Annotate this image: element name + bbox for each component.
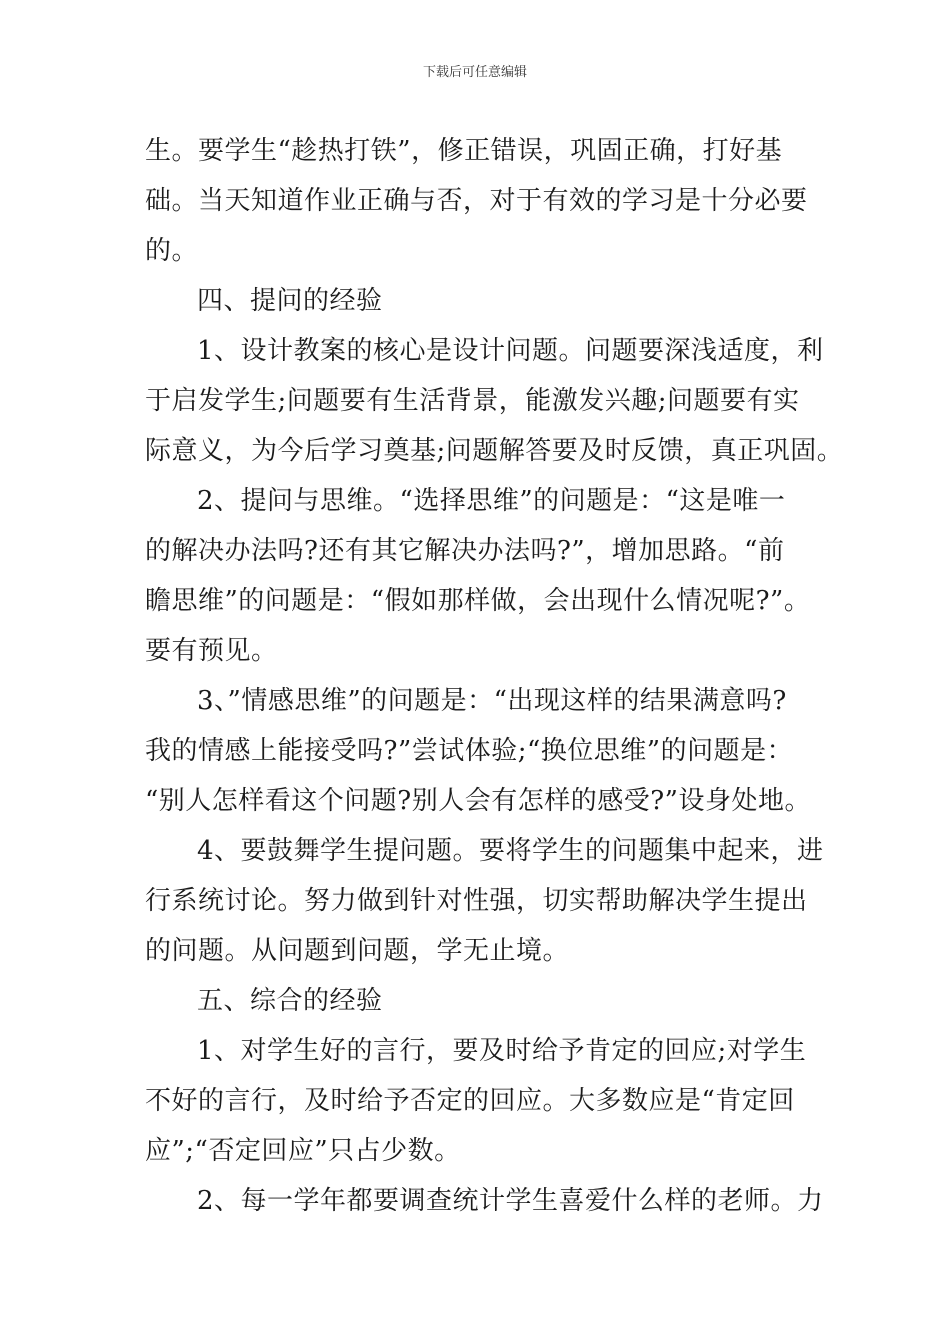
- paragraph-start: 1、设计教案的核心是设计问题。问题要深浅适度，利: [197, 336, 824, 366]
- text-line: 要有预见。: [145, 636, 278, 666]
- page-header: 下载后可任意编辑: [422, 65, 527, 80]
- paragraph-start: 2、提问与思维。“选择思维”的问题是：“这是唯一: [197, 486, 786, 516]
- text-line: 的解决办法吗?还有其它解决办法吗?”，增加思路。“前: [145, 536, 785, 566]
- text-line: 的问题。从问题到问题，学无止境。: [145, 936, 570, 966]
- document-body: [145, 126, 844, 1226]
- paragraph-start: 2、每一学年都要调查统计学生喜爱什么样的老师。力: [197, 1186, 824, 1216]
- text-line: 行系统讨论。努力做到针对性强，切实帮助解决学生提出: [145, 886, 808, 916]
- section-heading: 四、提问的经验: [197, 286, 383, 316]
- text-line: 应”;“否定回应”只占少数。: [145, 1136, 461, 1166]
- text-line: 础。当天知道作业正确与否，对于有效的学习是十分必要: [145, 186, 808, 216]
- text-line: 的。: [145, 236, 199, 266]
- text-line: 于启发学生;问题要有生活背景，能激发兴趣;问题要有实: [145, 386, 800, 416]
- paragraph-start: 4、要鼓舞学生提问题。要将学生的问题集中起来，进: [197, 836, 824, 866]
- text-line: 际意义，为今后学习奠基;问题解答要及时反馈，真正巩固。: [145, 436, 844, 466]
- text-line: 生。要学生“趁热打铁”，修正错误，巩固正确，打好基: [145, 136, 783, 166]
- text-line: 我的情感上能接受吗?”尝试体验;“换位思维”的问题是：: [145, 736, 794, 766]
- text-line: “别人怎样看这个问题?别人会有怎样的感受?”设身处地。: [145, 786, 811, 816]
- text-line: 瞻思维”的问题是：“假如那样做，会出现什么情况呢?”。: [145, 586, 811, 616]
- paragraph-start: 3、”情感思维”的问题是：“出现这样的结果满意吗?: [197, 686, 787, 716]
- text-line: 不好的言行，及时给予否定的回应。大多数应是“肯定回: [145, 1086, 795, 1116]
- paragraph-start: 1、对学生好的言行，要及时给予肯定的回应;对学生: [197, 1036, 807, 1066]
- section-heading: 五、综合的经验: [197, 986, 383, 1016]
